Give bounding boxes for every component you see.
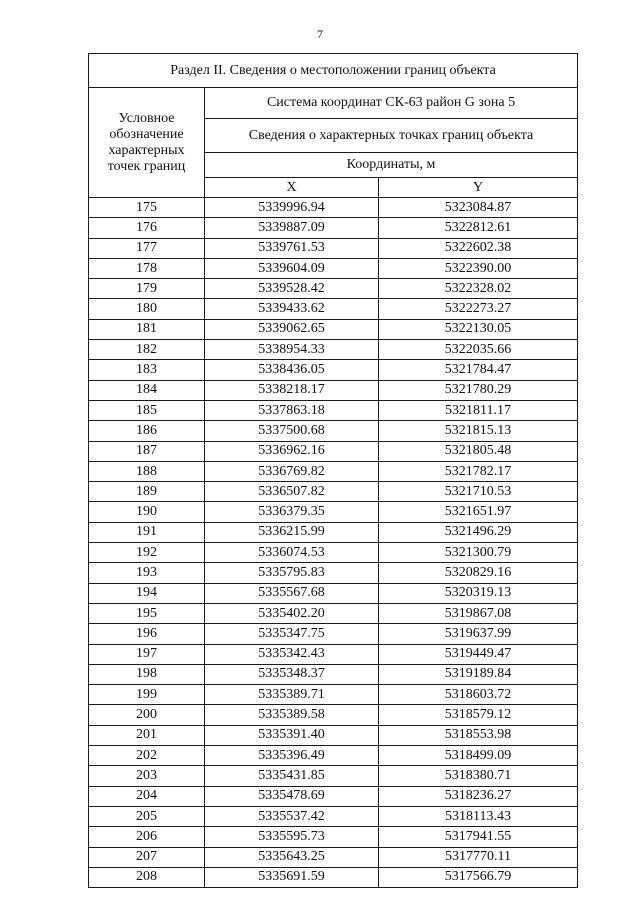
table-row (89, 746, 578, 766)
table-row (89, 563, 578, 583)
table-row (89, 867, 578, 887)
x-coordinate-cell: 5338218.17 (205, 380, 379, 400)
x-coordinate-cell: 5335389.71 (205, 685, 379, 705)
x-coordinate-cell: 5337863.18 (205, 400, 379, 420)
table-row (89, 441, 578, 461)
y-coordinate-cell: 5317941.55 (379, 827, 578, 847)
table-row (89, 218, 578, 238)
table-row (89, 400, 578, 420)
point-number-cell: 192 (89, 543, 205, 563)
point-number-cell: 185 (89, 400, 205, 420)
table-row (89, 319, 578, 339)
point-number-cell: 195 (89, 603, 205, 623)
point-number-cell: 207 (89, 847, 205, 867)
point-number-cell: 196 (89, 624, 205, 644)
point-number-cell: 177 (89, 238, 205, 258)
x-coordinate-cell: 5339062.65 (205, 319, 379, 339)
table-row (89, 198, 578, 218)
point-number-cell: 178 (89, 258, 205, 278)
point-header-line: точек границ (107, 158, 186, 174)
table-row (89, 340, 578, 360)
y-coordinate-cell: 5322035.66 (379, 340, 578, 360)
y-coordinate-cell: 5322390.00 (379, 258, 578, 278)
x-coordinate-cell: 5339528.42 (205, 279, 379, 299)
coordinate-system-header: Система координат СК-63 район G зона 5 (205, 88, 578, 119)
table-row (89, 806, 578, 826)
y-coordinate-cell: 5318499.09 (379, 746, 578, 766)
table-row (89, 847, 578, 867)
x-coordinate-cell: 5335691.59 (205, 867, 379, 887)
y-coordinate-cell: 5318553.98 (379, 725, 578, 745)
x-coordinate-cell: 5335391.40 (205, 725, 379, 745)
y-coordinate-cell: 5322602.38 (379, 238, 578, 258)
y-coordinate-cell: 5317770.11 (379, 847, 578, 867)
point-number-cell: 194 (89, 583, 205, 603)
y-coordinate-cell: 5321780.29 (379, 380, 578, 400)
point-number-cell: 190 (89, 502, 205, 522)
x-coordinate-cell: 5335347.75 (205, 624, 379, 644)
point-designation-header (89, 88, 205, 198)
y-coordinate-cell: 5319449.47 (379, 644, 578, 664)
x-coordinate-cell: 5338436.05 (205, 360, 379, 380)
y-coordinate-cell: 5320829.16 (379, 563, 578, 583)
y-coordinate-cell: 5318236.27 (379, 786, 578, 806)
boundary-points-table (88, 53, 578, 888)
point-number-cell: 204 (89, 786, 205, 806)
point-header-line: обозначение (109, 126, 184, 142)
point-number-cell: 198 (89, 664, 205, 684)
table-row (89, 299, 578, 319)
table-row (89, 360, 578, 380)
x-coordinate-cell: 5339433.62 (205, 299, 379, 319)
point-number-cell: 176 (89, 218, 205, 238)
y-coordinate-cell: 5319867.08 (379, 603, 578, 623)
x-coordinate-cell: 5336215.99 (205, 522, 379, 542)
table-row (89, 421, 578, 441)
y-coordinate-cell: 5322328.02 (379, 279, 578, 299)
y-coordinate-cell: 5319189.84 (379, 664, 578, 684)
x-coordinate-cell: 5335643.25 (205, 847, 379, 867)
table-row (89, 766, 578, 786)
x-coordinate-cell: 5335402.20 (205, 603, 379, 623)
y-coordinate-cell: 5318603.72 (379, 685, 578, 705)
x-coordinate-cell: 5335431.85 (205, 766, 379, 786)
x-coordinate-cell: 5335595.73 (205, 827, 379, 847)
x-coordinate-cell: 5335396.49 (205, 746, 379, 766)
point-number-cell: 208 (89, 867, 205, 887)
y-column-header: Y (379, 178, 578, 198)
table-row (89, 725, 578, 745)
table-row (89, 238, 578, 258)
y-coordinate-cell: 5321782.17 (379, 461, 578, 481)
y-coordinate-cell: 5323084.87 (379, 198, 578, 218)
point-header-line: характерных (108, 142, 185, 158)
section-title: Раздел II. Сведения о местоположении границ объекта (89, 54, 578, 88)
point-number-cell: 175 (89, 198, 205, 218)
table-body (89, 198, 578, 888)
point-number-cell: 182 (89, 340, 205, 360)
x-coordinate-cell: 5337500.68 (205, 421, 379, 441)
coordinates-header: Координаты, м (205, 153, 578, 178)
point-number-cell: 193 (89, 563, 205, 583)
x-coordinate-cell: 5335567.68 (205, 583, 379, 603)
table-row (89, 258, 578, 278)
y-coordinate-cell: 5321300.79 (379, 543, 578, 563)
x-coordinate-cell: 5335342.43 (205, 644, 379, 664)
y-coordinate-cell: 5318579.12 (379, 705, 578, 725)
x-coordinate-cell: 5338954.33 (205, 340, 379, 360)
point-number-cell: 186 (89, 421, 205, 441)
x-coordinate-cell: 5339887.09 (205, 218, 379, 238)
y-coordinate-cell: 5317566.79 (379, 867, 578, 887)
point-number-cell: 187 (89, 441, 205, 461)
x-coordinate-cell: 5336379.35 (205, 502, 379, 522)
point-number-cell: 180 (89, 299, 205, 319)
table-row (89, 461, 578, 481)
x-column-header: X (205, 178, 379, 198)
table-row (89, 482, 578, 502)
table-row (89, 786, 578, 806)
table-row (89, 502, 578, 522)
x-coordinate-cell: 5335537.42 (205, 806, 379, 826)
point-number-cell: 197 (89, 644, 205, 664)
table-row (89, 522, 578, 542)
x-coordinate-cell: 5336074.53 (205, 543, 379, 563)
point-number-cell: 203 (89, 766, 205, 786)
table-row (89, 603, 578, 623)
point-number-cell: 184 (89, 380, 205, 400)
y-coordinate-cell: 5321496.29 (379, 522, 578, 542)
table-row (89, 380, 578, 400)
point-number-cell: 181 (89, 319, 205, 339)
table-row (89, 543, 578, 563)
y-coordinate-cell: 5321815.13 (379, 421, 578, 441)
y-coordinate-cell: 5319637.99 (379, 624, 578, 644)
table-row (89, 279, 578, 299)
page-number: 7 (317, 27, 323, 41)
point-header-line: Условное (118, 110, 175, 126)
point-number-cell: 206 (89, 827, 205, 847)
y-coordinate-cell: 5318113.43 (379, 806, 578, 826)
x-coordinate-cell: 5335795.83 (205, 563, 379, 583)
table-row (89, 685, 578, 705)
point-number-cell: 189 (89, 482, 205, 502)
x-coordinate-cell: 5339761.53 (205, 238, 379, 258)
point-number-cell: 188 (89, 461, 205, 481)
point-number-cell: 202 (89, 746, 205, 766)
y-coordinate-cell: 5322812.61 (379, 218, 578, 238)
x-coordinate-cell: 5339604.09 (205, 258, 379, 278)
table-row (89, 827, 578, 847)
table-row (89, 644, 578, 664)
characteristic-points-header: Сведения о характерных точках границ объекта (205, 119, 578, 153)
point-number-cell: 205 (89, 806, 205, 826)
x-coordinate-cell: 5336962.16 (205, 441, 379, 461)
y-coordinate-cell: 5322130.05 (379, 319, 578, 339)
y-coordinate-cell: 5322273.27 (379, 299, 578, 319)
point-number-cell: 183 (89, 360, 205, 380)
table-row (89, 705, 578, 725)
y-coordinate-cell: 5321784.47 (379, 360, 578, 380)
y-coordinate-cell: 5320319.13 (379, 583, 578, 603)
point-number-cell: 179 (89, 279, 205, 299)
y-coordinate-cell: 5321805.48 (379, 441, 578, 461)
table-row (89, 624, 578, 644)
x-coordinate-cell: 5335348.37 (205, 664, 379, 684)
x-coordinate-cell: 5335478.69 (205, 786, 379, 806)
x-coordinate-cell: 5339996.94 (205, 198, 379, 218)
y-coordinate-cell: 5321651.97 (379, 502, 578, 522)
point-number-cell: 201 (89, 725, 205, 745)
y-coordinate-cell: 5321811.17 (379, 400, 578, 420)
table-row (89, 664, 578, 684)
y-coordinate-cell: 5321710.53 (379, 482, 578, 502)
x-coordinate-cell: 5336507.82 (205, 482, 379, 502)
y-coordinate-cell: 5318380.71 (379, 766, 578, 786)
point-number-cell: 200 (89, 705, 205, 725)
table-row (89, 583, 578, 603)
x-coordinate-cell: 5336769.82 (205, 461, 379, 481)
x-coordinate-cell: 5335389.58 (205, 705, 379, 725)
point-number-cell: 199 (89, 685, 205, 705)
point-number-cell: 191 (89, 522, 205, 542)
